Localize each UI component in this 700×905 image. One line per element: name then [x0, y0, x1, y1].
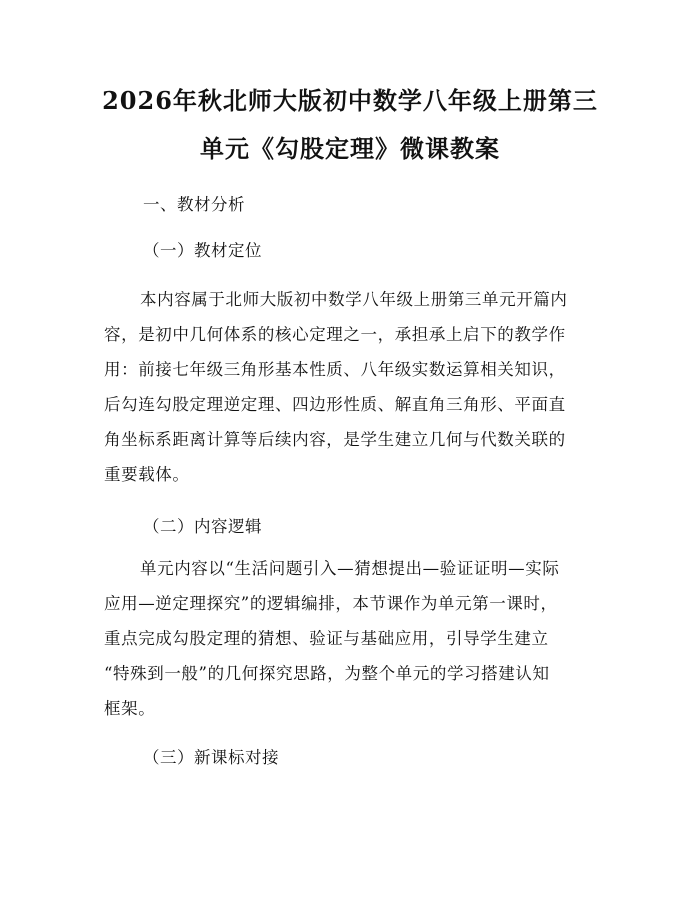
- paragraph-line: 容，是初中几何体系的核心定理之一，承担承上启下的教学作: [104, 325, 566, 344]
- paragraph-line: 应用—逆定理探究”的逻辑编排，本节课作为单元第一课时，: [104, 594, 558, 613]
- paragraph-line: 后勾连勾股定理逆定理、四边形性质、解直角三角形、平面直: [104, 395, 566, 414]
- paragraph-line: 重点完成勾股定理的猜想、验证与基础应用，引导学生建立: [104, 629, 549, 648]
- paragraph-content-logic: [104, 551, 600, 726]
- paragraph-line: 用：前接七年级三角形基本性质、八年级实数运算相关知识，: [104, 360, 566, 379]
- section-heading-textbook-analysis: 一、教材分析: [143, 195, 245, 214]
- subsection-heading-content-logic: （二）内容逻辑: [143, 517, 262, 536]
- paragraph-line: 本内容属于北师大版初中数学八年级上册第三单元开篇内: [140, 290, 568, 309]
- paragraph-line: “特殊到一般”的几何探究思路，为整个单元的学习搭建认知: [104, 664, 550, 683]
- document-title-line-2: 单元《勾股定理》微课教案: [200, 134, 500, 163]
- paragraph-textbook-positioning: [104, 282, 600, 492]
- paragraph-line: 重要载体。: [104, 465, 190, 484]
- document-title-line-1: 2026年秋北师大版初中数学八年级上册第三: [102, 86, 598, 115]
- subsection-heading-textbook-positioning: （一）教材定位: [143, 241, 262, 260]
- subsection-heading-curriculum-standards: （三）新课标对接: [143, 748, 279, 767]
- paragraph-line: 单元内容以“生活问题引入—猜想提出—验证证明—实际: [140, 559, 560, 578]
- paragraph-line: 角坐标系距离计算等后续内容，是学生建立几何与代数关联的: [104, 430, 566, 449]
- paragraph-line: 框架。: [104, 699, 156, 718]
